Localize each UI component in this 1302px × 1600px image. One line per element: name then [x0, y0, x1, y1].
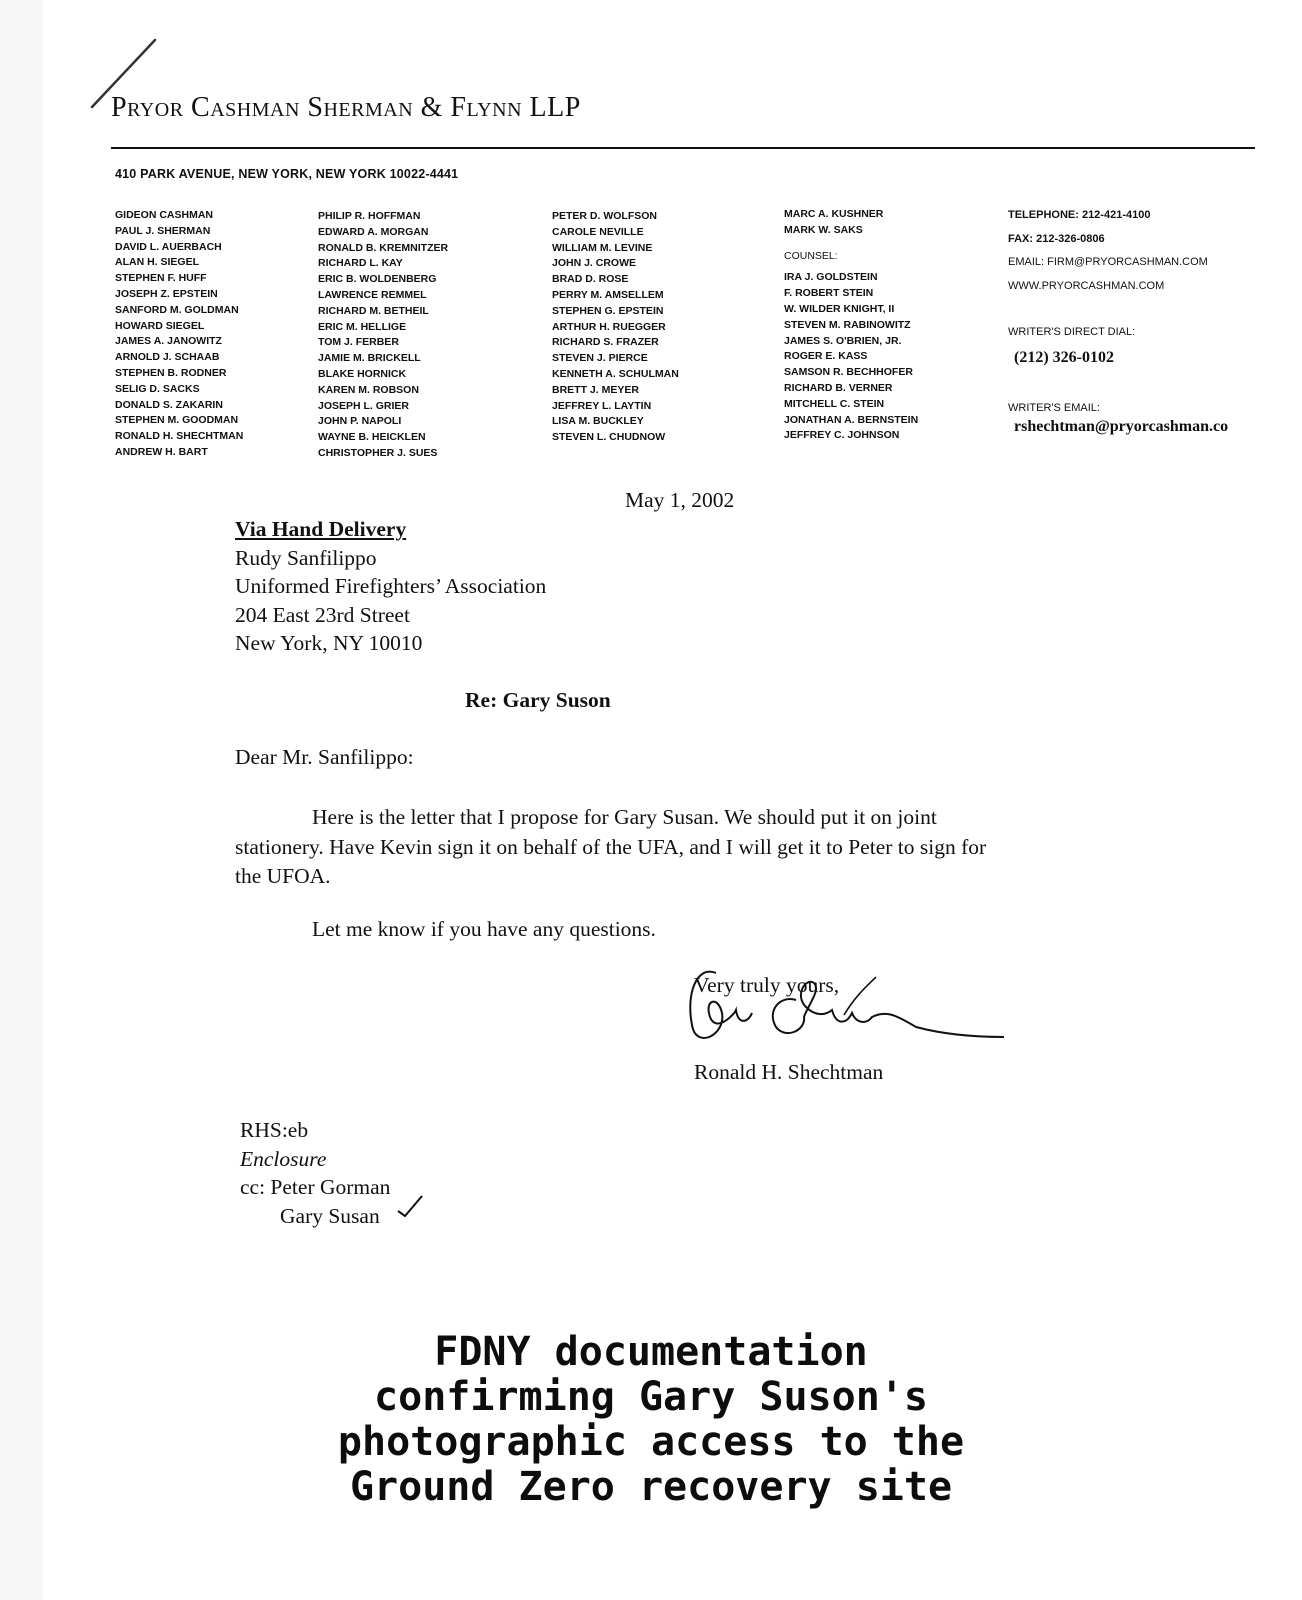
- recipient-name: Rudy Sanfilippo: [235, 545, 377, 570]
- partner-name: RICHARD L. KAY: [318, 257, 403, 270]
- partner-name: MARC A. KUSHNER: [784, 208, 884, 220]
- partner-name: STEVEN J. PIERCE: [552, 352, 648, 365]
- partner-name: KENNETH A. SCHULMAN: [552, 367, 679, 380]
- partner-name: MARK W. SAKS: [784, 223, 863, 236]
- direct-dial-number: (212) 326-0102: [1014, 349, 1114, 366]
- partners-column-3: [552, 209, 679, 446]
- partner-name: JOHN J. CROWE: [552, 257, 637, 270]
- fax: FAX: 212-326-0806: [1008, 233, 1105, 245]
- partner-name: BRETT J. MEYER: [552, 383, 639, 396]
- recipient-address: [235, 515, 546, 658]
- partner-name: PETER D. WOLFSON: [552, 210, 657, 222]
- partner-name: TOM J. FERBER: [318, 336, 399, 349]
- partners-column-2: [318, 209, 448, 462]
- partner-name: STEPHEN M. GOODMAN: [115, 414, 239, 427]
- paragraph-line: stationery. Have Kevin sign it on behalf of the UFA, and I will get it to Peter to sign for: [235, 834, 987, 859]
- partner-name: JAMIE M. BRICKELL: [318, 352, 421, 365]
- counsel-name: JEFFREY C. JOHNSON: [784, 429, 900, 442]
- counsel-name: MITCHELL C. STEIN: [784, 397, 885, 410]
- caption: [0, 1330, 1302, 1510]
- paragraph-line: Here is the letter that I propose for Gary Susan. We should put it on joint: [312, 805, 937, 829]
- body-paragraph-2: Let me know if you have any questions.: [312, 917, 656, 941]
- header-rule: [111, 147, 1255, 149]
- partner-name: CAROLE NEVILLE: [552, 225, 644, 238]
- firm-address: 410 PARK AVENUE, NEW YORK, NEW YORK 10022-4441: [115, 167, 459, 181]
- website: WWW.PRYORCASHMAN.COM: [1008, 280, 1165, 292]
- partner-name: ARTHUR H. RUEGGER: [552, 320, 666, 333]
- partner-name: PAUL J. SHERMAN: [115, 224, 211, 237]
- writer-email-label: WRITER'S EMAIL:: [1008, 402, 1100, 414]
- partner-name: ANDREW H. BART: [115, 445, 208, 458]
- firm-name: Pryor Cashman Sherman & Flynn LLP: [111, 92, 581, 123]
- cc-line: Gary Susan: [280, 1203, 380, 1228]
- recipient-org: Uniformed Firefighters’ Association: [235, 574, 547, 598]
- partner-name: STEPHEN F. HUFF: [115, 272, 207, 285]
- partner-name: PERRY M. AMSELLEM: [552, 288, 664, 301]
- counsel-name: SAMSON R. BECHHOFER: [784, 366, 913, 379]
- partner-name: STEPHEN G. EPSTEIN: [552, 304, 664, 317]
- partner-name: WILLIAM M. LEVINE: [552, 241, 653, 254]
- partner-name: BRAD D. ROSE: [552, 273, 629, 286]
- partner-name: STEPHEN B. RODNER: [115, 366, 227, 379]
- caption-line: Ground Zero recovery site: [349, 1464, 953, 1510]
- typist-initials: RHS:eb: [240, 1118, 309, 1142]
- handwritten-signature: [686, 955, 1016, 1065]
- partner-name: CHRISTOPHER J. SUES: [318, 446, 438, 459]
- partner-name: STEVEN L. CHUDNOW: [552, 431, 666, 444]
- caption-line: confirming Gary Suson's: [374, 1374, 928, 1420]
- letter-date: May 1, 2002: [625, 488, 735, 512]
- partner-name: LISA M. BUCKLEY: [552, 415, 644, 428]
- partner-name: BLAKE HORNICK: [318, 367, 407, 380]
- recipient-city: New York, NY 10010: [235, 631, 423, 655]
- counsel-name: W. WILDER KNIGHT, II: [784, 302, 895, 315]
- counsel-name: F. ROBERT STEIN: [784, 287, 874, 300]
- direct-dial-label: WRITER'S DIRECT DIAL:: [1008, 326, 1136, 338]
- subject-line: Re: Gary Suson: [465, 688, 611, 712]
- partner-name: PHILIP R. HOFFMAN: [318, 210, 421, 222]
- counsel-label: COUNSEL:: [784, 249, 838, 262]
- firm-email: EMAIL: FIRM@PRYORCASHMAN.COM: [1008, 256, 1208, 268]
- checkmark-icon: [396, 1194, 426, 1220]
- partner-name: ARNOLD J. SCHAAB: [115, 351, 220, 364]
- partner-name: DONALD S. ZAKARIN: [115, 398, 223, 411]
- partner-name: RONALD B. KREMNITZER: [318, 241, 449, 254]
- partner-name: JOHN P. NAPOLI: [318, 415, 402, 428]
- counsel-name: RICHARD B. VERNER: [784, 381, 893, 394]
- salutation: Dear Mr. Sanfilippo:: [235, 745, 414, 769]
- partner-name: EDWARD A. MORGAN: [318, 225, 429, 238]
- caption-line: FDNY documentation: [434, 1329, 868, 1375]
- signer-name: Ronald H. Shechtman: [694, 1060, 884, 1084]
- partner-name: ALAN H. SIEGEL: [115, 256, 200, 269]
- closing: Very truly yours,: [694, 973, 840, 997]
- partner-name: RICHARD M. BETHEIL: [318, 304, 429, 317]
- counsel-name: STEVEN M. RABINOWITZ: [784, 318, 911, 331]
- cc-line: cc: Peter Gorman: [240, 1175, 391, 1199]
- partner-name: WAYNE B. HEICKLEN: [318, 431, 426, 444]
- partner-name: DAVID L. AUERBACH: [115, 240, 222, 253]
- counsel-name: IRA J. GOLDSTEIN: [784, 271, 878, 284]
- partner-name: SANFORD M. GOLDMAN: [115, 303, 239, 316]
- partner-name: JOSEPH L. GRIER: [318, 399, 410, 412]
- partner-name: JEFFREY L. LAYTIN: [552, 399, 652, 412]
- body-paragraph-1: [235, 803, 986, 892]
- partner-name: LAWRENCE REMMEL: [318, 288, 427, 301]
- paragraph-line: the UFOA.: [235, 864, 331, 888]
- counsel-name: ROGER E. KASS: [784, 350, 868, 363]
- partner-name: HOWARD SIEGEL: [115, 319, 205, 332]
- writer-email: rshechtman@pryorcashman.co: [1014, 418, 1229, 435]
- recipient-street: 204 East 23rd Street: [235, 602, 410, 627]
- partner-name: ERIC M. HELLIGE: [318, 320, 407, 333]
- partner-name: JAMES A. JANOWITZ: [115, 335, 222, 348]
- counsel-name: JAMES S. O'BRIEN, JR.: [784, 334, 902, 347]
- enclosure-note: Enclosure: [240, 1146, 327, 1171]
- partner-name: GIDEON CASHMAN: [115, 209, 214, 221]
- counsel-name: JONATHAN A. BERNSTEIN: [784, 413, 919, 426]
- partners-column-1: [115, 208, 243, 461]
- letter-footer: [240, 1116, 390, 1230]
- partners-column-4: [784, 207, 918, 444]
- delivery-method: Via Hand Delivery: [235, 517, 407, 541]
- caption-line: photographic access to the: [337, 1419, 965, 1465]
- partner-name: RICHARD S. FRAZER: [552, 336, 659, 349]
- partner-name: SELIG D. SACKS: [115, 382, 200, 395]
- telephone: TELEPHONE: 212-421-4100: [1008, 209, 1151, 221]
- partner-name: KAREN M. ROBSON: [318, 383, 419, 396]
- partner-name: RONALD H. SHECHTMAN: [115, 430, 244, 443]
- partner-name: ERIC B. WOLDENBERG: [318, 273, 437, 286]
- partner-name: JOSEPH Z. EPSTEIN: [115, 287, 218, 300]
